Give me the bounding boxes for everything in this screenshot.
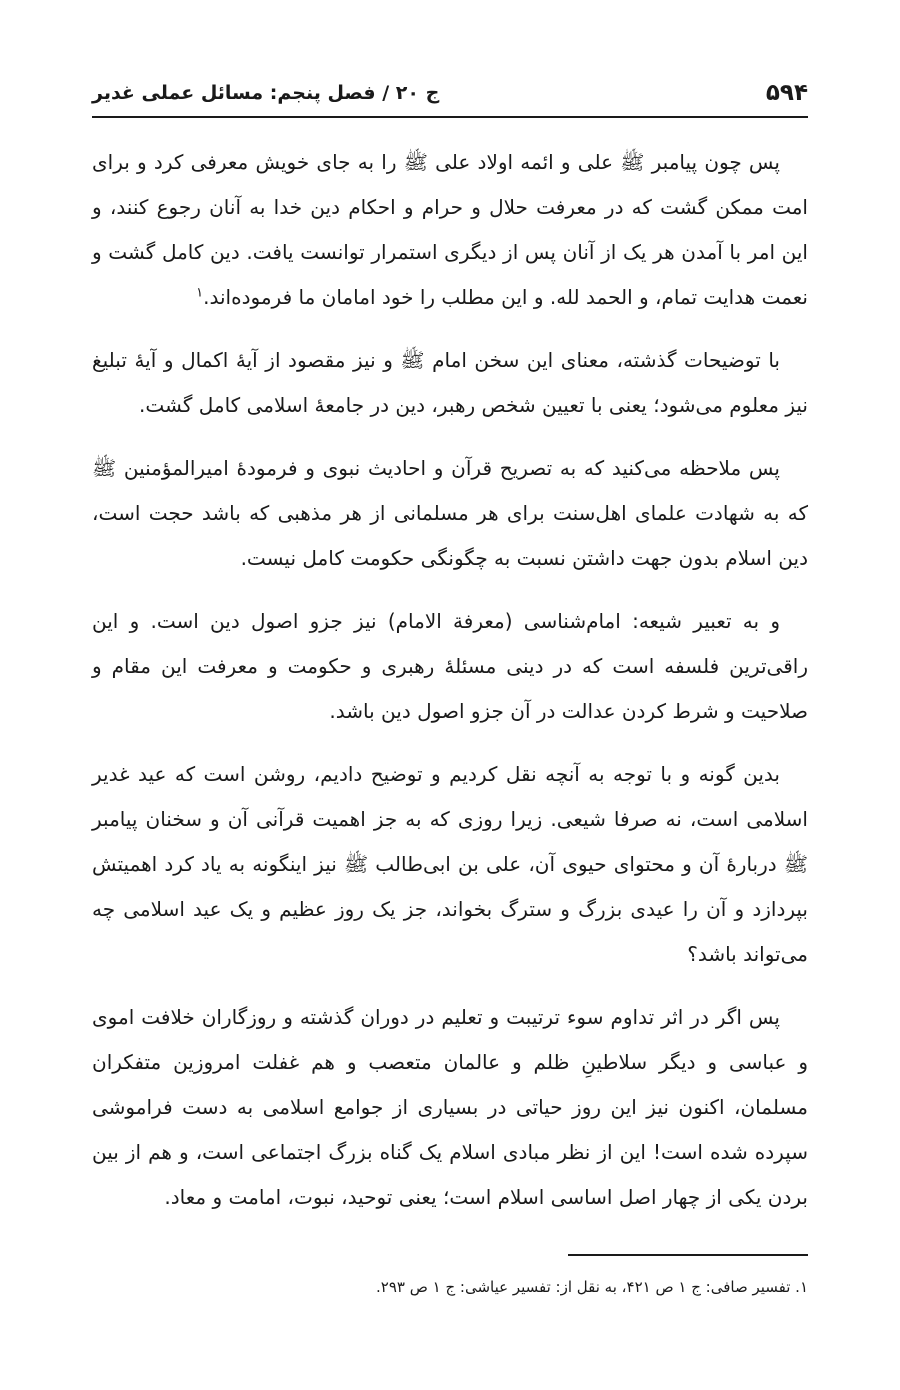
- paragraph-2: با توضیحات گذشته، معنای این سخن امام ﷺ و نیز مقصود از آیهٔ اکمال و آیهٔ تبلیغ نیز معلوم می‌شود؛ یعنی با تعیین شخص رهبر، دین در جامعهٔ اسلامی کامل گشت.: [92, 348, 808, 417]
- paragraph-4: و به تعبیر شیعه: امام‌شناسی (معرفة الامام) نیز جزو اصول دین است. و این راقی‌ترین فلسفه است که در دینی مسئلهٔ رهبری و حکومت و معرفت این مقام و صلاحیت و شرط کردن عدالت در آن جزو اصول دین باشد.: [92, 609, 808, 723]
- header-rule: [92, 116, 808, 118]
- paragraph-5: بدین گونه و با توجه به آنچه نقل کردیم و توضیح دادیم، روشن است که عید غدیر اسلامی است، نه صرفا شیعی. زیرا روزی که به جز اهمیت قرآنی آن و سخنان پیامبر ﷺ دربارهٔ آن و محتوای حیوی آن، علی بن ابی‌طالب ﷺ نیز اینگونه به یاد کرد اهمیتش بپردازد و آن را عیدی بزرگ و سترگ بخواند، جز یک روز عظیم و یک عید اسلامی چه می‌تواند باشد؟: [92, 762, 808, 966]
- footnote-marker: ۱: [196, 285, 204, 301]
- page-number: ۵۹۴: [765, 80, 808, 106]
- paragraph-1: [92, 140, 808, 320]
- paragraph-6: پس اگر در اثر تداوم سوء ترتیبت و تعلیم در دوران گذشته و روزگاران خلافت اموی و عباسی و دیگر سلاطینِ ظلم و عالمان متعصب و هم غفلت امروزین متفکران مسلمان، اکنون نیز این روز حیاتی در بسیاری از جوامع اسلامی به دست فراموشی سپرده شده است! این از نظر مبادی اسلام یک گناه بزرگ اجتماعی است، و هم از بین بردن یکی از چهار اصل اساسی اسلام است؛ یعنی توحید، نبوت، امامت و معاد.: [92, 1005, 808, 1209]
- body-text: [92, 140, 808, 1238]
- running-head: ج ۲۰ / فصل پنجم: مسائل عملی غدیر: [92, 82, 440, 104]
- paragraph-3: پس ملاحظه می‌کنید که به تصریح قرآن و احادیث نبوی و فرمودهٔ امیرالمؤمنین ﷺ که به شهادت علمای اهل‌سنت برای هر مسلمانی از هر مذهبی که باشد حجت است، دین اسلام بدون جهت داشتن نسبت به چگونگی حکومت کامل نیست.: [92, 456, 808, 570]
- paragraph-1-text: پس چون پیامبر ﷺ علی و ائمه اولاد علی ﷺ را به جای خویش معرفی کرد و برای امت ممکن گشت که در معرفت حلال و حرام و احکام دین خدا به آنان رجوع کنند، و این امر با آمدن هر یک از آنان پس از دیگری استمرار توانست یافت. دین کامل گشت و نعمت هدایت تمام، و الحمد لله. و این مطلب را خود امامان ما فرموده‌اند.: [92, 150, 808, 309]
- book-page: [92, 0, 808, 1390]
- page-header: [92, 68, 808, 108]
- footnote: ۱. تفسیر صافی: ج ۱ ص ۴۲۱، به نقل از: تفسیر عیاشی: ج ۱ ص ۲۹۳.: [376, 1278, 808, 1296]
- footnote-rule: [568, 1254, 808, 1256]
